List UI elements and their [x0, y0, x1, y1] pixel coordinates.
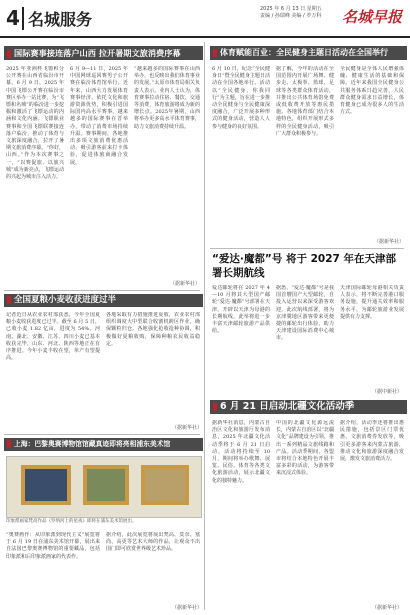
headline-marker — [7, 296, 11, 304]
painting-canvas — [87, 469, 125, 501]
article-source: （据新华社） — [372, 605, 403, 611]
article-body-column: “越来越多的国际赛事在山西举办，也反映出我们体育事业的发展。”太原市体育局相关负责人表示。业内人士认为，体育赛事拉动住宿、餐饮、交通等消费，体育旅游将成为新的增长点。2025年暑期，山西将举办更多高水平体育赛事，助力文旅消费持续升温。 — [134, 66, 200, 130]
headline-marker — [7, 440, 11, 448]
article-body-column: 中国的北疆文化源远流长，内蒙古自治区以“北疆文化”品牌建设为引领，推出一系列精品文旅线路和产品。活动季期间，各盟市将结合本地特色开展丰富多彩的活动，为游客带来沉浸式体验。 — [276, 420, 334, 477]
article-source: （据新华社） — [170, 281, 201, 287]
article-body-column: 2025 年亚洲杯飞镖积分公开赛在山西省临汾市开幕，6 月 9 日，2025 年中国飞镖公开赛在临汾市赛区举办一站比赛，为“飞镖和名城”的临汾进一步挖掘和激活了飞镖运动的内涵和文化内涵。飞镖职业赛事和全国飞镖联赛接连落户临汾，推动了体育与文旅深度融合，拉开了暑期文旅消费序幕。“你好，山西。”作为本次赛事之一，“以赛促旅、以旅兴城”成为新亮点，飞镖运动的兴起为城市注入活力。 — [6, 66, 64, 181]
article-body-column: 据悉，“爱达·魔都”号是我国首艘国产大型邮轮，自投入运营以来深受游客欢迎。此次航线部署，将为京津冀地区游客带来更便捷的邮轮出行体验，助力天津建设国际消费中心城市。 — [276, 285, 334, 342]
section-rule — [4, 290, 200, 291]
article-body-column: 天津国际邮轮母港相关负责人表示，将不断完善港口服务设施，提升通关效率和服务水平，为邮轮旅游业发展提供有力支撑。 — [340, 285, 404, 320]
painting-frame — [83, 465, 129, 505]
section-rule — [210, 248, 404, 249]
article-body-column: 记者近日从农业农村部获悉，今年全国夏粮小麦收获进度已过半。截至 6 月 5 日，已收小麦 1.82 亿亩，进度为 54%。河南、湖北、安徽、江苏、四川小麦已基本收获完毕，山东、河北、陕西等地正在有序推进。今年小麦丰收在望，单产有望提高。 — [6, 312, 100, 362]
article-body-column: 6 月 10 日，纪念“全民健身日”暨全民健身主题日活动在全国各地举行。活动以“全民健身、你我同行”为主题，旨在进一步推动全民健身与全民健康深度融合，广泛开展多种形式的健身活动，营造人人参与健身的良好氛围。 — [212, 66, 270, 130]
article-body-column: 据介绍，此次展览将展出梵高、莫奈、塞尚、高更等艺术大师的作品，让观众不出国门即可欣赏世界级艺术珍品。 — [106, 532, 200, 553]
column-divider — [204, 42, 205, 610]
painting-frame — [141, 465, 189, 505]
masthead-meta — [260, 6, 322, 20]
photo-caption: 印象派画家梵高作品《罗纳河上的星夜》即将在浦东美术馆展出。 — [6, 519, 137, 524]
painting-canvas — [145, 469, 185, 501]
painting-canvas — [25, 469, 67, 501]
section-title: 名城服务 — [22, 7, 92, 30]
page-number: 4 — [6, 6, 20, 30]
article-body-column: “奥赛画作：从印象派到现代主义”展览将于 6 月 19 日在浦东美术馆开幕，展出来自法国巴黎奥赛博物馆的重要藏品，包括印象派和后印象派画家的代表作。 — [6, 532, 100, 560]
painting-frame — [21, 465, 71, 505]
article-body-column: 爱达邮轮将在 2027 年 4—10 月将其大型国产邮轮“爱达·魔都”号部署在天津，开辟以天津为母港的长期航线。此举将进一步丰富天津邮轮旅游产品供给。 — [212, 285, 270, 335]
issue-date: 2025 年 6 月 13 日 星期五 — [260, 6, 322, 12]
article-headline: 6 月 21 日启动北疆文化活动季 — [210, 400, 407, 414]
article-body-column: 据介绍，活动季还将推出惠民措施，包括景区门票优惠、文旅消费券发放等，吸引更多游客来内蒙古旅游，推动文化和旅游深度融合发展，激发文旅消费活力。 — [340, 420, 404, 463]
editor-credit: 责编 / 孙瑞峰 美编 / 罗万科 — [260, 13, 322, 19]
article-headline: “爱达·魔都”号 将于 2027 年在天津部署长期航线 — [212, 253, 396, 279]
headline-marker — [213, 403, 217, 411]
article-body-column: 据新华社消息，内蒙古自治区文化和旅游厅发布消息，2025 年北疆文化活动季将于 6 月 21 日启动，活动将持续至 10 月，期间将举办歌舞、展览、民俗、体育等各类文化旅游活动，展示北疆文化的独特魅力。 — [212, 420, 270, 484]
article-headline: 全国夏粮小麦收获进度过半 — [4, 294, 203, 307]
article-headline: 上海：巴黎奥赛博物馆馆藏真迹即将亮相浦东美术馆 — [4, 438, 203, 451]
article-source: （据中新社） — [372, 389, 403, 395]
masthead — [0, 0, 410, 38]
newspaper-logo: 名城早报 — [341, 8, 402, 26]
article-source: （据新华社） — [374, 239, 405, 245]
article-headline: 体育赋能百业：全民健身主题日活动在全国举行 — [210, 46, 407, 60]
article-body-column: 全民健身是全体人民增强体魄、健康生活的基础和保障。近年来我国全民健身公共服务体系日趋完善，人民群众健身需求日益增长，体育健身已成为很多人的生活方式。 — [340, 66, 404, 116]
headline-marker — [7, 50, 11, 58]
article-source: （据新华社） — [172, 605, 203, 611]
exhibition-photo — [6, 456, 202, 518]
section-rule — [4, 434, 200, 435]
headline-marker — [213, 49, 217, 57]
article-body-column: 据了解，今年的活动在全国范围内开展广场舞、健步走、太极拳、篮球、足球等各类群众体育活动，并推出公共体育场馆免费或低收费开放等惠民措施。各地体育部门结合本地特色，组织开展形式多样的全民健身活动，吸引广大群众积极参与。 — [276, 66, 334, 137]
article-source: （据新华社） — [172, 425, 203, 431]
article-headline: 国际赛事接连落户山西 拉开暑期文旅消费序幕 — [4, 46, 203, 60]
article-body-column: 各地采取有力措施推进夏收，农业农村部组织调度大中型联合收割机跨区作业，确保颗粒归仓。各地强化抢收抢种协调，积极做好夏粮收购，保障种粮农民收益稳定。 — [106, 312, 200, 347]
article-body-column: 6 月 9—11 日，2025 年中国网球巡回赛男子公开赛在临汾体育馆举行。近年来，山西大力发展体育赛事经济，依托文化和旅游资源优势，积极引进国际国内高水平赛事，越来越多的国际赛事在晋举办，带动了消费市场持续升温。赛事期间，各地推出多项文旅消费优惠活动，吸引游客前来打卡体验，促进体旅商融合发展。 — [70, 66, 128, 166]
